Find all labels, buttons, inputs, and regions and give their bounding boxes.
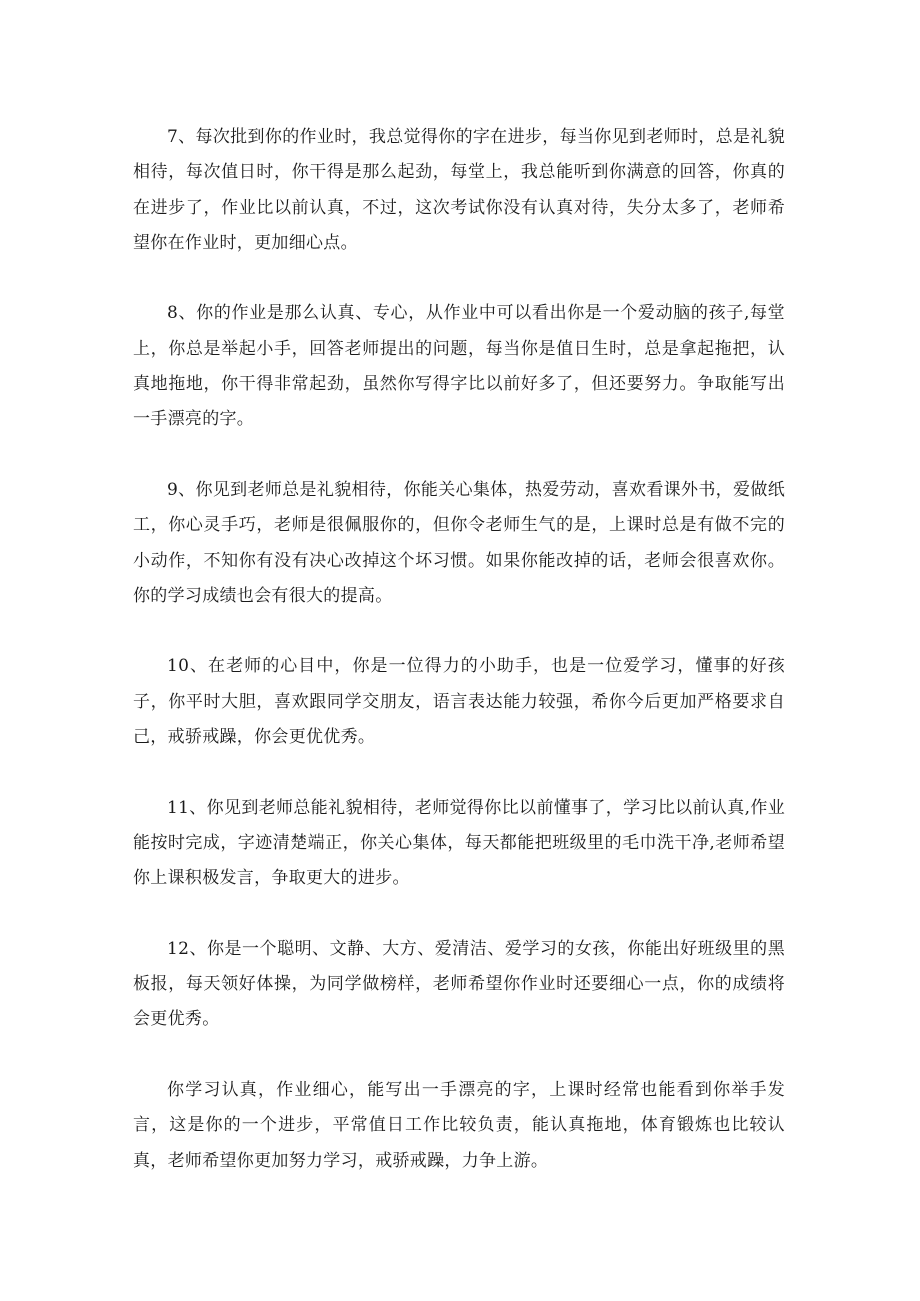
paragraph-10: 10、在老师的心目中，你是一位得力的小助手，也是一位爱学习，懂事的好孩子，你平时大胆，喜欢跟同学交朋友，语言表达能力较强，希你今后更加严格要求自己，戒骄戒躁，你会更优优秀。 — [133, 656, 785, 748]
paragraph-final: 你学习认真，作业细心，能写出一手漂亮的字，上课时经常也能看到你举手发言，这是你的一个进步，平常值日工作比较负责，能认真拖地，体育锻炼也比较认真，老师希望你更加努力学习，戒骄戒躁，力争上游。 — [133, 1080, 785, 1171]
document-body — [133, 120, 785, 1214]
paragraph-9: 9、你见到老师总是礼貌相待，你能关心集体，热爱劳动，喜欢看课外书，爱做纸工，你心灵手巧，老师是很佩服你的，但你令老师生气的是，上课时总是有做不完的小动作，不知你有没有决心改掉这个坏习惯。如果你能改掉的话，老师会很喜欢你。你的学习成绩也会有很大的提高。 — [133, 479, 785, 606]
paragraph-12: 12、你是一个聪明、文静、大方、爱清洁、爱学习的女孩，你能出好班级里的黑板报，每天领好体操，为同学做榜样，老师希望你作业时还要细心一点，你的成绩将会更优秀。 — [133, 938, 785, 1030]
paragraph-11: 11、你见到老师总能礼貌相待，老师觉得你比以前懂事了，学习比以前认真,作业能按时完成，字迹清楚端正，你关心集体，每天都能把班级里的毛巾洗干净,老师希望你上课积极发言，争取更大的进步。 — [133, 797, 785, 889]
paragraph-7: 7、每次批到你的作业时，我总觉得你的字在进步，每当你见到老师时，总是礼貌相待，每次值日时，你干得是那么起劲，每堂上，我总能听到你满意的回答，你真的在进步了，作业比以前认真，不过，这次考试你没有认真对待，失分太多了，老师希望你在作业时，更加细心点。 — [133, 127, 785, 253]
paragraph-8: 8、你的作业是那么认真、专心，从作业中可以看出你是一个爱动脑的孩子,每堂上，你总是举起小手，回答老师提出的问题，每当你是值日生时，总是拿起拖把，认真地拖地，你干得非常起劲，虽然你写得字比以前好多了，但还要努力。争取能写出一手漂亮的字。 — [133, 303, 785, 430]
